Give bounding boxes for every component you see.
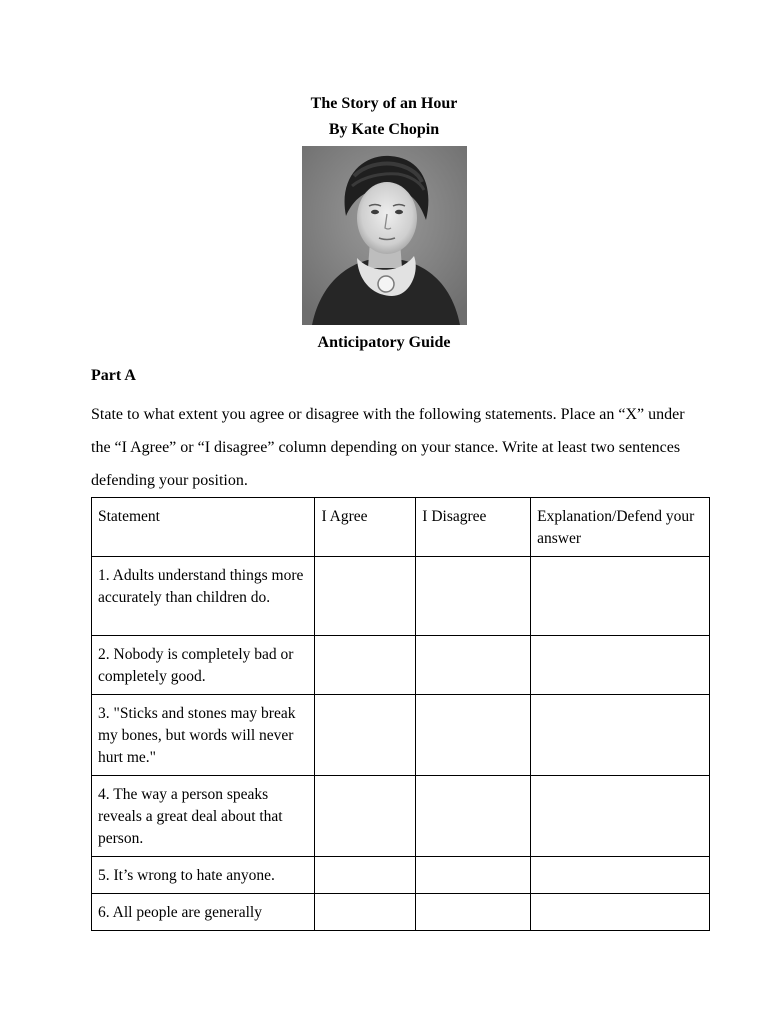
table-row (92, 557, 710, 636)
table-row (92, 636, 710, 695)
part-label: Part A (91, 367, 136, 384)
anticipatory-guide-table (91, 497, 710, 931)
agree-cell[interactable] (315, 894, 416, 931)
table-row (92, 894, 710, 931)
disagree-cell[interactable] (416, 894, 531, 931)
statement-cell: 1. Adults understand things more accurately than children do. (92, 557, 315, 636)
instructions-paragraph: State to what extent you agree or disagree with the following statements. Place an “X” under the “I Agree” or “I disagree” column depending on your stance. Write at least two sentences defending your position. (91, 406, 685, 489)
explanation-cell[interactable] (531, 894, 710, 931)
explanation-cell[interactable] (531, 636, 710, 695)
agree-cell[interactable] (315, 636, 416, 695)
statement-cell: 4. The way a person speaks reveals a great deal about that person. (92, 776, 315, 857)
table-row (92, 776, 710, 857)
header-disagree: I Disagree (416, 498, 531, 557)
agree-cell[interactable] (315, 857, 416, 894)
document-author: By Kate Chopin (328, 121, 440, 138)
explanation-cell[interactable] (531, 857, 710, 894)
author-portrait-image (302, 146, 467, 325)
disagree-cell[interactable] (416, 557, 531, 636)
statement-cell: 3. "Sticks and stones may break my bones, but words will never hurt me." (92, 695, 315, 776)
disagree-cell[interactable] (416, 776, 531, 857)
explanation-cell[interactable] (531, 776, 710, 857)
statement-cell: 2. Nobody is completely bad or completely good. (92, 636, 315, 695)
agree-cell[interactable] (315, 695, 416, 776)
explanation-cell[interactable] (531, 557, 710, 636)
table-header-row (92, 498, 710, 557)
header-agree: I Agree (315, 498, 416, 557)
section-title: Anticipatory Guide (317, 334, 451, 351)
header-explanation: Explanation/Defend your answer (531, 498, 710, 557)
statement-cell: 5. It’s wrong to hate anyone. (92, 857, 315, 894)
explanation-cell[interactable] (531, 695, 710, 776)
agree-cell[interactable] (315, 557, 416, 636)
header-statement: Statement (92, 498, 315, 557)
table-row (92, 695, 710, 776)
disagree-cell[interactable] (416, 695, 531, 776)
agree-cell[interactable] (315, 776, 416, 857)
table-row (92, 857, 710, 894)
disagree-cell[interactable] (416, 857, 531, 894)
disagree-cell[interactable] (416, 636, 531, 695)
statement-cell: 6. All people are generally (92, 894, 315, 931)
document-title: The Story of an Hour (310, 95, 458, 112)
